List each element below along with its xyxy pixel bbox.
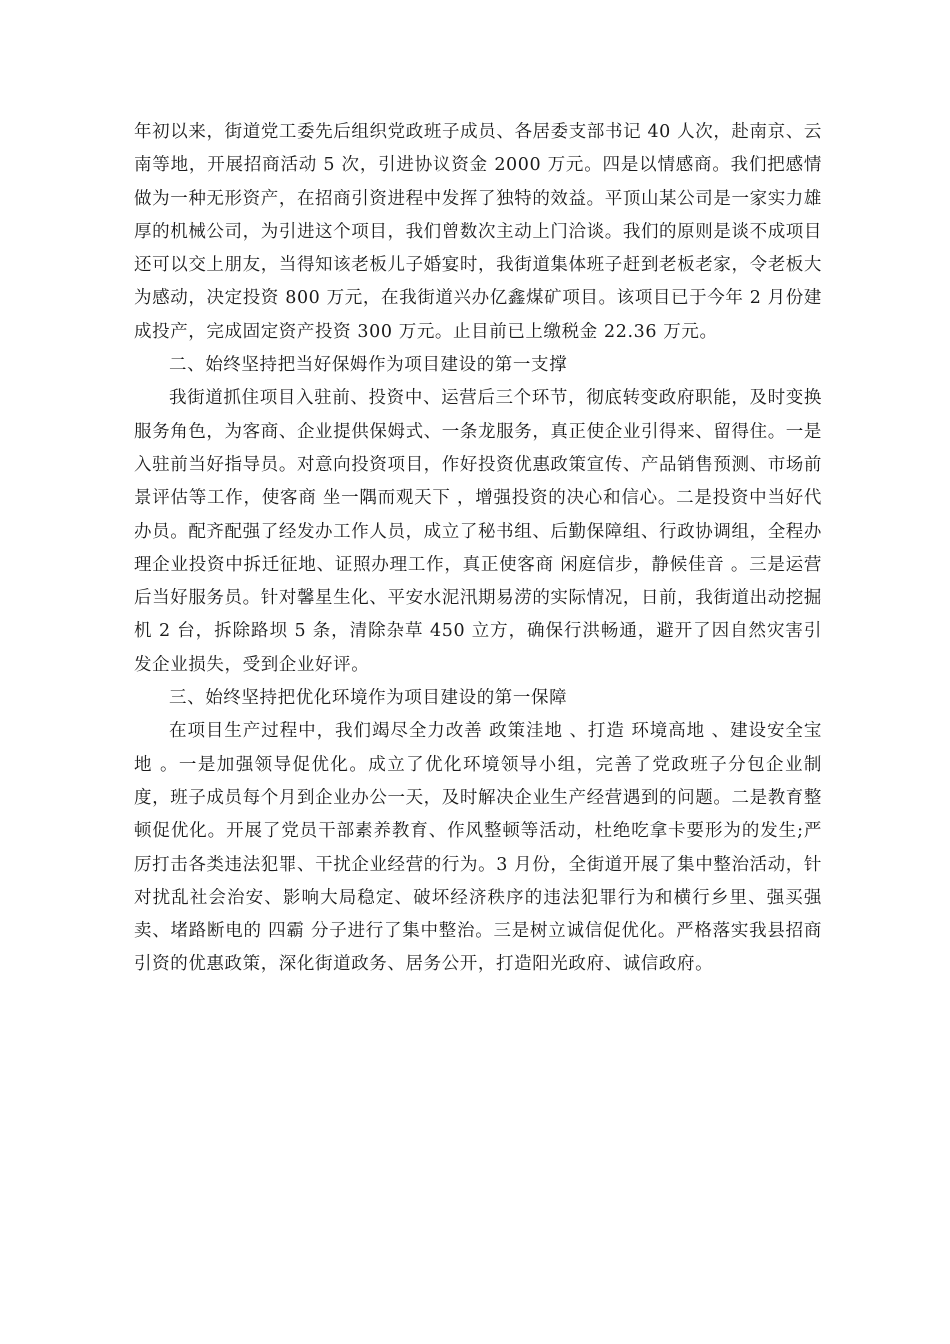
paragraph-section-three: 在项目生产过程中，我们竭尽全力改善 政策洼地 、打造 环境高地 、建设安全宝地 。一是加强领导促优化。成立了优化环境领导小组，完善了党政班子分包企业制度，班子成员每个月到企业办公一天，及时解决企业生产经营遇到的问题。二是教育整顿促优化。开展了党员干部素养教育、作风整顿等活动，杜绝吃拿卡要形为的发生;严厉打击各类违法犯罪、干扰企业经营的行为。3 月份，全街道开展了集中整治活动，针对扰乱社会治安、影响大局稳定、破坏经济秩序的违法犯罪行为和横行乡里、强买强卖、堵路断电的 四霸 分子进行了集中整治。三是树立诚信促优化。严格落实我县招商引资的优惠政策，深化街道政务、居务公开，打造阳光政府、诚信政府。 [134,721,822,975]
section-heading-two: 二、始终坚持把当好保姆作为项目建设的第一支撑 [169,355,568,376]
document-body [134,116,822,982]
paragraph-continued: 年初以来，街道党工委先后组织党政班子成员、各居委支部书记 40 人次，赴南京、云南等地，开展招商活动 5 次，引进协议资金 2000 万元。四是以情感商。我们把感情做为一种无形资产，在招商引资进程中发挥了独特的效益。平顶山某公司是一家实力雄厚的机械公司，为引进这个项目，我们曾数次主动上门洽谈。我们的原则是谈不成项目还可以交上朋友，当得知该老板儿子婚宴时，我街道集体班子赶到老板老家，令老板大为感动，决定投资 800 万元，在我街道兴办亿鑫煤矿项目。该项目已于今年 2 月份建成投产，完成固定资产投资 300 万元。止目前已上缴税金 22.36 万元。 [134,122,822,342]
paragraph-section-two: 我街道抓住项目入驻前、投资中、运营后三个环节，彻底转变政府职能，及时变换服务角色，为客商、企业提供保姆式、一条龙服务，真正使企业引得来、留得住。一是入驻前当好指导员。对意向投资项目，作好投资优惠政策宣传、产品销售预测、市场前景评估等工作，使客商 坐一隅而观天下 ，增强投资的决心和信心。二是投资中当好代办员。配齐配强了经发办工作人员，成立了秘书组、后勤保障组、行政协调组，全程办理企业投资中拆迁征地、证照办理工作，真正使客商 闲庭信步，静候佳音 。三是运营后当好服务员。针对馨星生化、平安水泥汛期易涝的实际情况，日前，我街道出动挖掘机 2 台，拆除路坝 5 条，清除杂草 450 立方，确保行洪畅通，避开了因自然灾害引发企业损失，受到企业好评。 [134,388,822,675]
section-heading-three: 三、始终坚持把优化环境作为项目建设的第一保障 [169,688,568,709]
